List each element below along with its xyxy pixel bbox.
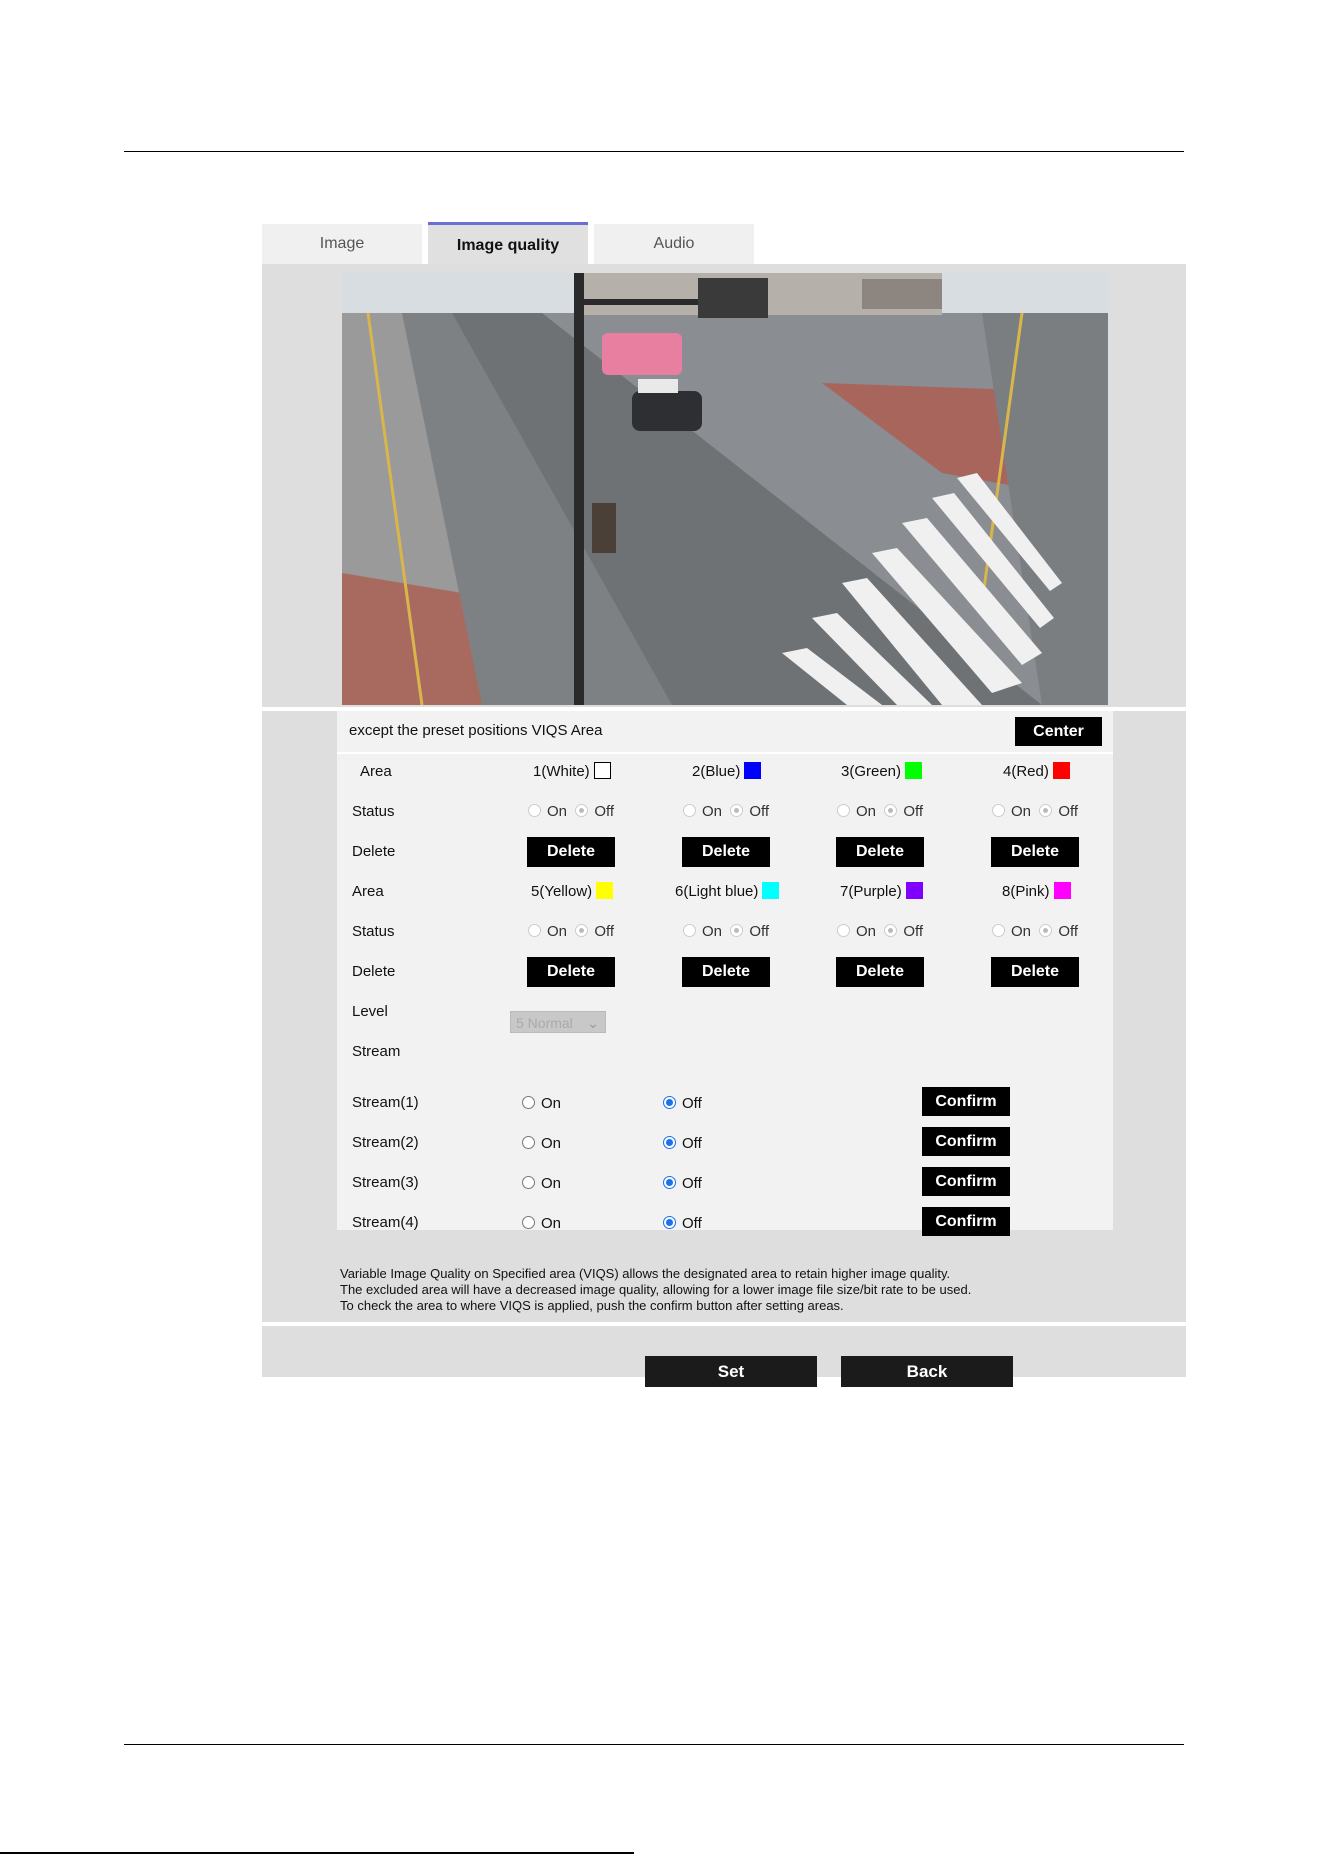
area-4-delete-button[interactable]: Delete bbox=[991, 837, 1079, 867]
yellow-swatch bbox=[596, 882, 613, 899]
viqs-header bbox=[337, 711, 1113, 751]
area-2-on-radio[interactable] bbox=[683, 804, 696, 817]
bottom-rule bbox=[124, 1744, 1184, 1745]
area-3-off-radio[interactable] bbox=[884, 804, 897, 817]
area-8-status: On Off bbox=[992, 923, 1078, 940]
green-swatch bbox=[905, 762, 922, 779]
area-7-status: On Off bbox=[837, 923, 923, 940]
stream-2-on-radio[interactable] bbox=[522, 1136, 535, 1149]
area-3-name: 3(Green) bbox=[841, 762, 922, 780]
area-5-off-radio[interactable] bbox=[575, 924, 588, 937]
area-1-name: 1(White) bbox=[533, 762, 611, 780]
top-rule bbox=[124, 151, 1184, 152]
stream-2-off[interactable]: Off bbox=[663, 1135, 702, 1152]
tab-audio[interactable]: Audio bbox=[594, 224, 754, 264]
row-label-area-1: Area bbox=[360, 763, 392, 780]
area-6-off-radio[interactable] bbox=[730, 924, 743, 937]
stream-2-label: Stream(2) bbox=[352, 1134, 419, 1151]
stream-2-on[interactable]: On bbox=[522, 1135, 561, 1152]
stream-2-confirm-button[interactable]: Confirm bbox=[922, 1127, 1010, 1156]
stream-4-confirm-button[interactable]: Confirm bbox=[922, 1207, 1010, 1236]
description-line: To check the area to where VIQS is applied, push the confirm button after setting areas. bbox=[340, 1298, 844, 1313]
stream-3-off[interactable]: Off bbox=[663, 1175, 702, 1192]
stream-4-off-radio[interactable] bbox=[663, 1216, 676, 1229]
camera-view[interactable] bbox=[342, 273, 1108, 705]
blue-swatch bbox=[744, 762, 761, 779]
purple-swatch bbox=[906, 882, 923, 899]
back-button[interactable]: Back bbox=[841, 1356, 1013, 1387]
area-4-status: On Off bbox=[992, 803, 1078, 820]
area-5-status: On Off bbox=[528, 923, 614, 940]
area-6-name: 6(Light blue) bbox=[675, 882, 779, 900]
camera-image bbox=[342, 273, 1108, 705]
level-select[interactable]: 5 Normal ⌄ bbox=[510, 1011, 606, 1033]
area-3-on-radio[interactable] bbox=[837, 804, 850, 817]
area-8-name: 8(Pink) bbox=[1002, 882, 1071, 900]
tab-bar bbox=[262, 224, 754, 264]
stream-4-on[interactable]: On bbox=[522, 1215, 561, 1232]
area-5-delete-button[interactable]: Delete bbox=[527, 957, 615, 987]
area-8-delete-button[interactable]: Delete bbox=[991, 957, 1079, 987]
light-blue-swatch bbox=[762, 882, 779, 899]
area-4-name: 4(Red) bbox=[1003, 762, 1070, 780]
row-label-status-1: Status bbox=[352, 803, 395, 820]
stream-1-on[interactable]: On bbox=[522, 1095, 561, 1112]
stream-2-off-radio[interactable] bbox=[663, 1136, 676, 1149]
chevron-down-icon: ⌄ bbox=[587, 1015, 599, 1031]
area-8-on-radio[interactable] bbox=[992, 924, 1005, 937]
area-5-name: 5(Yellow) bbox=[531, 882, 613, 900]
row-label-level: Level bbox=[352, 1003, 388, 1020]
center-button[interactable]: Center bbox=[1015, 717, 1102, 746]
stream-4-label: Stream(4) bbox=[352, 1214, 419, 1231]
area-6-status: On Off bbox=[683, 923, 769, 940]
row-label-status-2: Status bbox=[352, 923, 395, 940]
viqs-description bbox=[340, 1266, 1120, 1314]
area-6-delete-button[interactable]: Delete bbox=[682, 957, 770, 987]
stream-1-label: Stream(1) bbox=[352, 1094, 419, 1111]
footer-rule bbox=[0, 1852, 634, 1854]
pink-swatch bbox=[1054, 882, 1071, 899]
area-4-on-radio[interactable] bbox=[992, 804, 1005, 817]
area-7-off-radio[interactable] bbox=[884, 924, 897, 937]
stream-4-off[interactable]: Off bbox=[663, 1215, 702, 1232]
row-label-stream: Stream bbox=[352, 1043, 401, 1060]
stream-1-on-radio[interactable] bbox=[522, 1096, 535, 1109]
stream-3-label: Stream(3) bbox=[352, 1174, 419, 1191]
stream-3-on-radio[interactable] bbox=[522, 1176, 535, 1189]
area-1-off-radio[interactable] bbox=[575, 804, 588, 817]
white-swatch bbox=[594, 762, 611, 779]
area-5-on-radio[interactable] bbox=[528, 924, 541, 937]
description-line: The excluded area will have a decreased image quality, allowing for a lower image file size/bit rate to be used. bbox=[340, 1282, 972, 1297]
area-1-on-radio[interactable] bbox=[528, 804, 541, 817]
row-label-area-2: Area bbox=[352, 883, 384, 900]
area-2-off-radio[interactable] bbox=[730, 804, 743, 817]
red-swatch bbox=[1053, 762, 1070, 779]
row-label-delete-2: Delete bbox=[352, 963, 396, 980]
stream-1-off-radio[interactable] bbox=[663, 1096, 676, 1109]
area-1-status: On Off bbox=[528, 803, 614, 820]
area-7-on-radio[interactable] bbox=[837, 924, 850, 937]
area-7-delete-button[interactable]: Delete bbox=[836, 957, 924, 987]
set-button[interactable]: Set bbox=[645, 1356, 817, 1387]
area-7-name: 7(Purple) bbox=[840, 882, 923, 900]
tab-image-quality[interactable]: Image quality bbox=[428, 222, 588, 266]
area-2-delete-button[interactable]: Delete bbox=[682, 837, 770, 867]
area-2-name: 2(Blue) bbox=[692, 762, 761, 780]
area-3-delete-button[interactable]: Delete bbox=[836, 837, 924, 867]
stream-3-off-radio[interactable] bbox=[663, 1176, 676, 1189]
stream-3-confirm-button[interactable]: Confirm bbox=[922, 1167, 1010, 1196]
area-3-status: On Off bbox=[837, 803, 923, 820]
area-8-off-radio[interactable] bbox=[1039, 924, 1052, 937]
stream-1-off[interactable]: Off bbox=[663, 1095, 702, 1112]
area-6-on-radio[interactable] bbox=[683, 924, 696, 937]
area-4-off-radio[interactable] bbox=[1039, 804, 1052, 817]
stream-1-confirm-button[interactable]: Confirm bbox=[922, 1087, 1010, 1116]
description-line: Variable Image Quality on Specified area (VIQS) allows the designated area to retain higher image quality. bbox=[340, 1266, 951, 1281]
header-divider bbox=[337, 752, 1113, 754]
area-1-delete-button[interactable]: Delete bbox=[527, 837, 615, 867]
area-2-status: On Off bbox=[683, 803, 769, 820]
stream-4-on-radio[interactable] bbox=[522, 1216, 535, 1229]
row-label-delete-1: Delete bbox=[352, 843, 396, 860]
viqs-title: except the preset positions VIQS Area bbox=[349, 722, 603, 739]
tab-image[interactable]: Image bbox=[262, 224, 422, 264]
stream-3-on[interactable]: On bbox=[522, 1175, 561, 1192]
